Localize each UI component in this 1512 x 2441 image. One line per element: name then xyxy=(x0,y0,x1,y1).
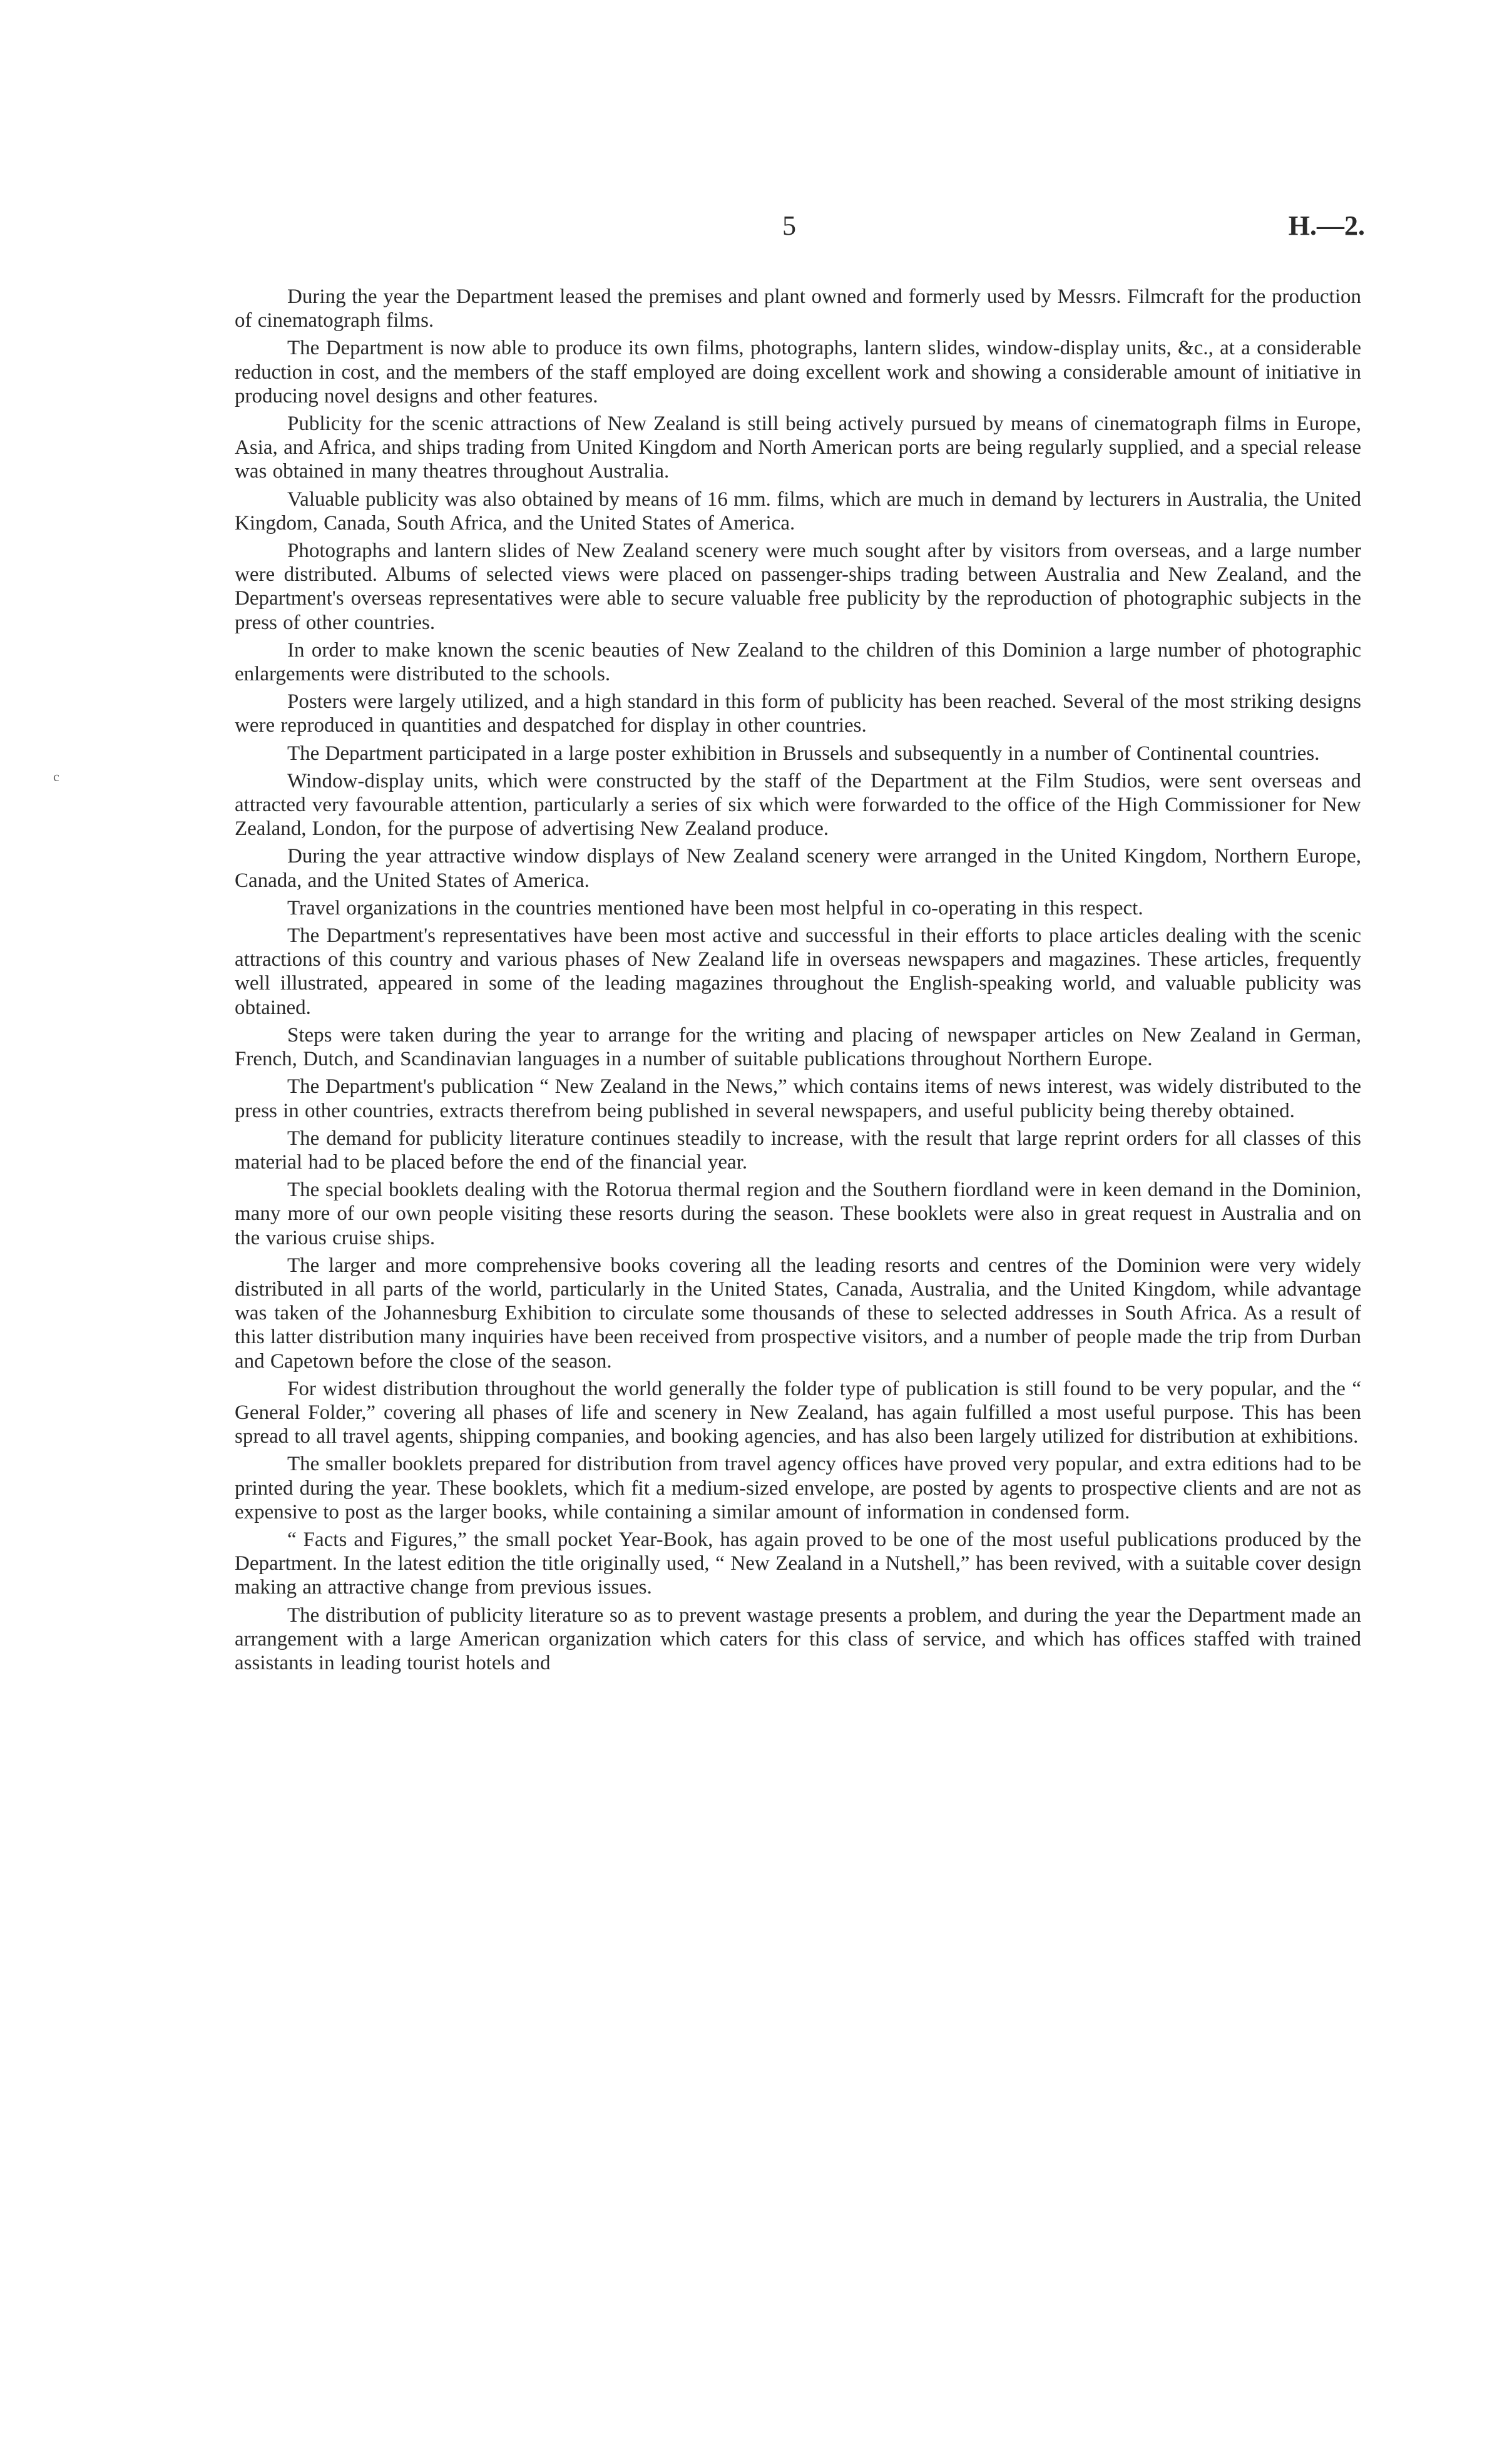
paragraph-distribution-problem: The distribution of publicity literature so as to prevent wastage presents a problem, and during the year the Department made an arrangement with a large American organization which caters for this class of service, and which has offices staffed with trained assistants in leading tourist hotels and xyxy=(235,1604,1361,1674)
paragraph-smaller-booklets: The smaller booklets prepared for distribution from travel agency offices have proved very popular, and extra editions had to be printed during the year. These booklets, which fit a medium-sized envelope, are posted by agents to prospective clients and are not as expensive to post as the larger books, while containing a similar amount of information in condensed form. xyxy=(235,1453,1361,1523)
margin-mark: c xyxy=(53,769,59,784)
paragraph-comprehensive-books: The larger and more comprehensive books covering all the leading resorts and centres of the Dominion were very widely distributed in all parts of the world, particularly in the United States, Canada, Australia, and the United Kingdom, while advantage was taken of the Johannesburg Exhibition to circulate some thousands of these to selected addresses in South Africa. As a result of this latter distribution many inquiries have been received from prospective visitors, and a number of people made the trip from Durban and Capetown before the close of the season. xyxy=(235,1254,1361,1373)
page-number: 5 xyxy=(782,210,797,241)
paragraph-posters: Posters were largely utilized, and a high standard in this form of publicity has been reached. Several of the most striking designs were reproduced in quantities and despatched for display in other countries. xyxy=(235,690,1361,737)
paragraph-window-display-units: Window-display units, which were constructed by the staff of the Department at the Film Studios, were sent overseas and attracted very favourable attention, particularly a series of six which were forwarded to the office of the High Commissioner for New Zealand, London, for the purpose of advertising New Zealand produce. xyxy=(235,769,1361,841)
paragraph-photographs-slides: Photographs and lantern slides of New Zealand scenery were much sought after by visitors from overseas, and a large number were distributed. Albums of selected views were placed on passenger-ships trading between Australia and New Zealand, and the Department's overseas representatives were able to secure valuable free publicity by the reproduction of photographic subjects in the press of other countries. xyxy=(235,540,1361,634)
paragraph-general-folder: For widest distribution throughout the world generally the folder type of publication is still found to be very popular, and the “ General Folder,” covering all phases of life and scenery in New Zealand, has again fulfilled a most useful purpose. This has been spread to all travel agents, shipping companies, and booking agencies, and has also been largely utilized for distribution at exhibitions. xyxy=(235,1377,1361,1448)
document-reference: H.—2. xyxy=(1288,210,1365,241)
paragraph-school-enlargements: In order to make known the scenic beauties of New Zealand to the children of this Dominion a large number of photographic enlargements were distributed to the schools. xyxy=(235,638,1361,686)
paragraph-brussels-exhibition: The Department participated in a large poster exhibition in Brussels and subsequently in a number of Continental countries. xyxy=(287,742,1320,765)
paragraph-own-production: The Department is now able to produce its own films, photographs, lantern slides, window-display units, &c., at a considerable reduction in cost, and the members of the staff employed are doing excellent work and showing a considerable amount of initiative in producing novel designs and other features. xyxy=(235,337,1361,407)
page-header xyxy=(0,210,1512,247)
paragraph-overseas-articles: The Department's representatives have been most active and successful in their efforts to place articles dealing with the scenic attractions of this country and various phases of New Zealand life in overseas newspapers and magazines. These articles, frequently well illustrated, appeared in some of the leading magazines throughout the English-speaking world, and valuable publicity was obtained. xyxy=(235,924,1361,1019)
paragraph-window-displays: During the year attractive window displays of New Zealand scenery were arranged in the United Kingdom, Northern Europe, Canada, and the United States of America. xyxy=(235,845,1361,892)
paragraph-cinematograph-publicity: Publicity for the scenic attractions of New Zealand is still being actively pursued by means of cinematograph films in Europe, Asia, and Africa, and ships trading from United Kingdom and North American ports are being regularly supplied, and a special release was obtained in many theatres throughout Australia. xyxy=(235,412,1361,483)
paragraph-travel-organizations: Travel organizations in the countries mentioned have been most helpful in co-operating in this respect. xyxy=(287,896,1143,919)
body-text xyxy=(235,285,1361,1679)
paragraph-foreign-language-articles: Steps were taken during the year to arrange for the writing and placing of newspaper articles on New Zealand in German, French, Dutch, and Scandinavian languages in a number of suitable publications throughout Northern Europe. xyxy=(235,1023,1361,1071)
paragraph-nz-in-the-news: The Department's publication “ New Zealand in the News,” which contains items of news interest, was widely distributed to the press in other countries, extracts therefrom being published in several newspapers, and useful publicity being thereby obtained. xyxy=(235,1075,1361,1122)
paragraph-special-booklets: The special booklets dealing with the Rotorua thermal region and the Southern fiordland were in keen demand in the Dominion, many more of our own people visiting these resorts during the season. These booklets were also in great request in Australia and on the various cruise ships. xyxy=(235,1179,1361,1249)
paragraph-literature-demand: The demand for publicity literature continues steadily to increase, with the result that large reprint orders for all classes of this material had to be placed before the end of the financial year. xyxy=(235,1127,1361,1174)
paragraph-16mm-films: Valuable publicity was also obtained by means of 16 mm. films, which are much in demand by lecturers in Australia, the United Kingdom, Canada, South Africa, and the United States of America. xyxy=(235,488,1361,535)
paragraph-facts-and-figures: “ Facts and Figures,” the small pocket Year-Book, has again proved to be one of the most useful publications produced by the Department. In the latest edition the title originally used, “ New Zealand in a Nutshell,” has been revived, with a suitable cover design making an attractive change from previous issues. xyxy=(235,1528,1361,1599)
paragraph-film-premises: During the year the Department leased the premises and plant owned and formerly used by Messrs. Filmcraft for the production of cinematograph films. xyxy=(235,285,1361,332)
